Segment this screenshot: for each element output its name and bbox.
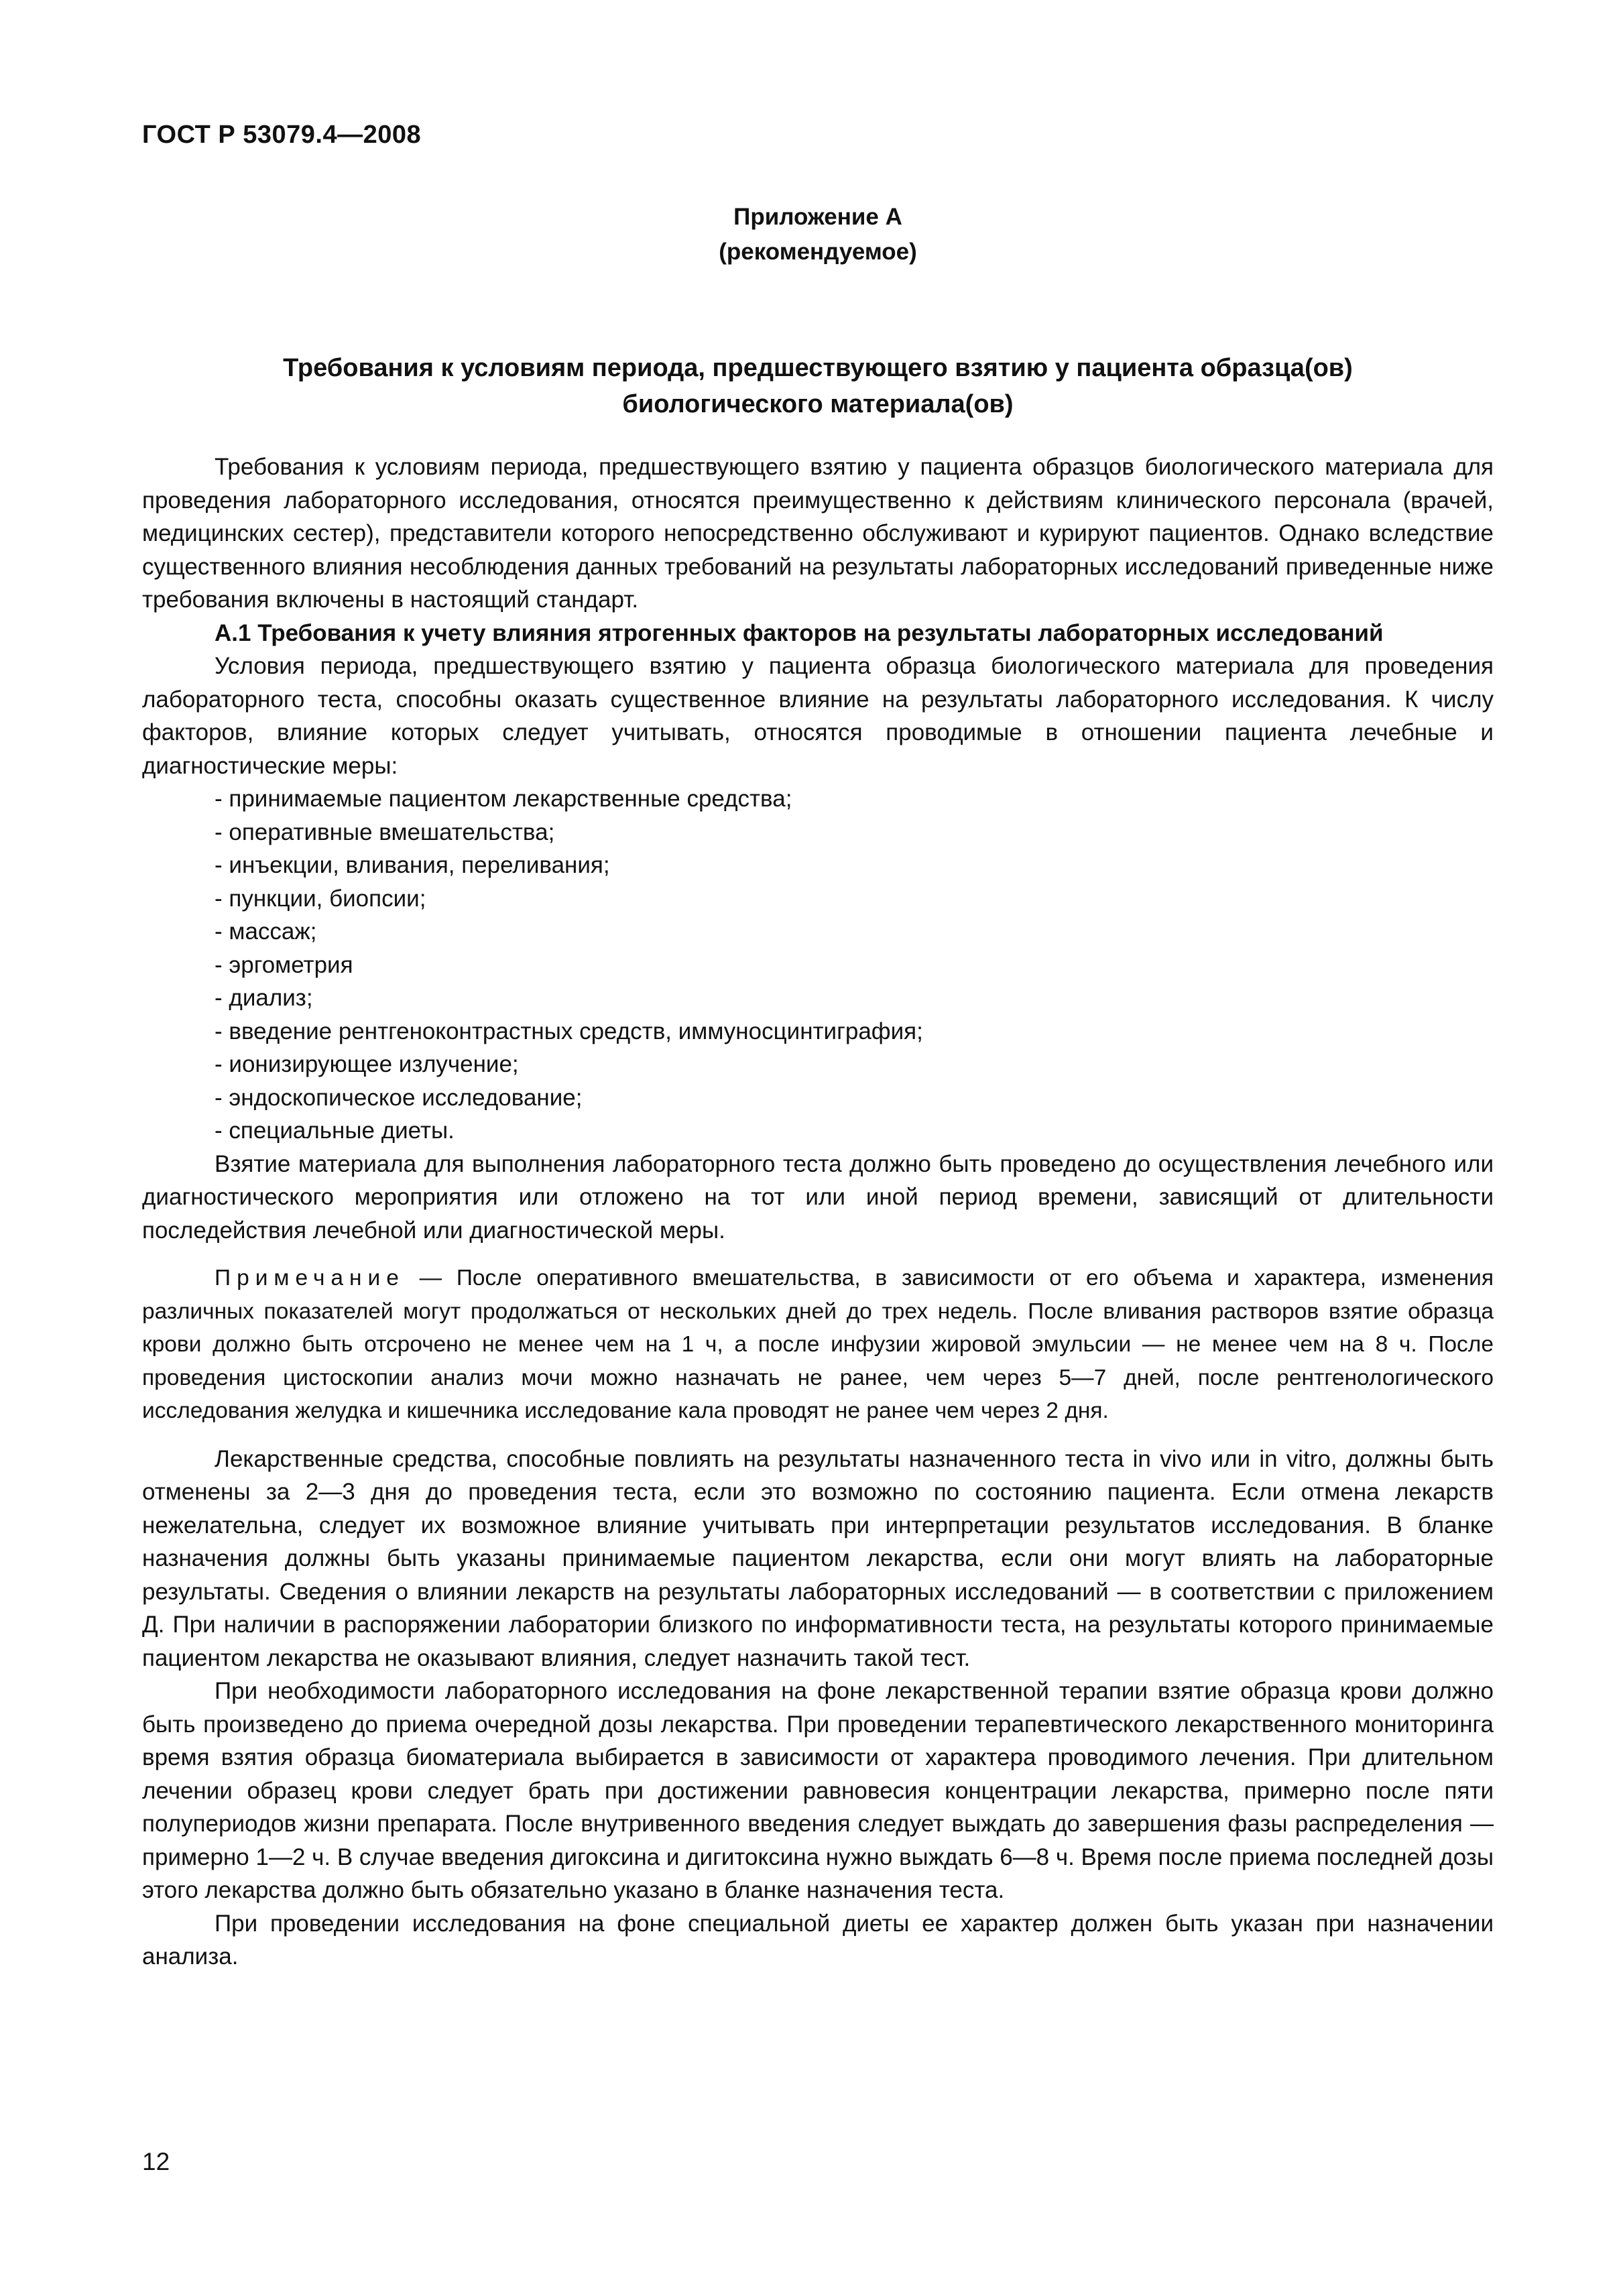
title-line-1: Требования к условиям периода, предшествующего взятию у пациента образца(ов) bbox=[283, 354, 1353, 382]
list-item: - диализ; bbox=[215, 981, 1494, 1015]
note-text: — После оперативного вмешательства, в зависимости от его объема и характера, изменения различных показателей могут продолжаться от нескольких дней до трех недель. После вливания растворов взятие образца крови должно быть отсрочено не менее чем на 1 ч, а после инфузии жировой эмульсии — не менее чем на 8 ч. После проведения цистоскопии анализ мочи можно назначать не ранее, чем через 5—7 дней, после рентгенологического исследования желудка и кишечника исследование кала проводят не ранее чем через 2 дня. bbox=[142, 1266, 1494, 1423]
list-item: - пункции, биопсии; bbox=[215, 882, 1494, 916]
note-label: Примечание bbox=[215, 1266, 405, 1290]
list-item: - специальные диеты. bbox=[215, 1114, 1494, 1148]
list-item: - эндоскопическое исследование; bbox=[215, 1081, 1494, 1115]
section-heading: А.1 Требования к учету влияния ятрогенных факторов на результаты лабораторных исследований bbox=[215, 619, 1384, 646]
list-item: - эргометрия bbox=[215, 949, 1494, 982]
list-item: - массаж; bbox=[215, 915, 1494, 949]
list-item: - оперативные вмешательства; bbox=[215, 816, 1494, 849]
sampling-paragraph: Взятие материала для выполнения лабораторного теста должно быть проведено до осуществления лечебного или диагностического мероприятия или отложено на тот или иной период времени, зависящий от длительности последействия лечебной или диагностической меры. bbox=[142, 1150, 1494, 1244]
page-number: 12 bbox=[142, 2148, 170, 2175]
title-line-2: биологического материала(ов) bbox=[622, 390, 1014, 418]
document-body bbox=[142, 450, 1494, 1974]
intro-paragraph: Требования к условиям периода, предшествующего взятию у пациента образцов биологического материала для проведения лабораторного исследования, относятся преимущественно к действиям клинического персонала (врачей, медицинских сестер), представители которого непосредственно обслуживают и курируют пациентов. Однако вследствие существенного влияния несоблюдения данных требований на результаты лабораторных исследований приведенные ниже требования включены в настоящий стандарт. bbox=[142, 454, 1494, 613]
appendix-main-title bbox=[142, 350, 1494, 422]
appendix-type: (рекомендуемое) bbox=[719, 239, 917, 265]
list-item: - введение рентгеноконтрастных средств, иммуносцинтиграфия; bbox=[215, 1015, 1494, 1048]
drugs-paragraph: Лекарственные средства, способные повлиять на результаты назначенного теста in vivo или in vitro, должны быть отменены за 2—3 дня до проведения теста, если это возможно по состоянию пациента. Если отмена лекарств нежелательна, следует их возможное влияние учитывать при интерпретации результатов исследования. В бланке назначения должны быть указаны принимаемые пациентом лекарства, если они могут влиять на лабораторные результаты. Сведения о влиянии лекарств на результаты лабораторных исследований — в соответствии с приложением Д. При наличии в распоряжении лаборатории близкого по информативности теста, на результаты которого принимаемые пациентом лекарства не оказывают влияния, следует назначить такой тест. bbox=[142, 1445, 1494, 1671]
diet-paragraph: При проведении исследования на фоне специальной диеты ее характер должен быть указан при назначении анализа. bbox=[142, 1910, 1494, 1970]
list-item: - инъекции, вливания, переливания; bbox=[215, 849, 1494, 882]
section-paragraph: Условия периода, предшествующего взятию у пациента образца биологического материала для проведения лабораторного теста, способны оказать существенное влияние на результаты лабораторного исследования. К числу факторов, влияние которых следует учитывать, относятся проводимые в отношении пациента лечебные и диагностические меры: bbox=[142, 653, 1494, 779]
therapy-paragraph: При необходимости лабораторного исследования на фоне лекарственной терапии взятие образца крови должно быть произведено до приема очередной дозы лекарства. При проведении терапевтического лекарственного мониторинга время взятия образца биоматериала выбирается в зависимости от характера проводимого лечения. При длительном лечении образец крови следует брать при достижении равновесия концентрации лекарства, примерно после пяти полупериодов жизни препарата. После внутривенного введения следует выждать до завершения фазы распределения — примерно 1—2 ч. В случае введения дигоксина и дигитоксина нужно выждать 6—8 ч. Время после приема последней дозы этого лекарства должно быть обязательно указано в бланке назначения теста. bbox=[142, 1678, 1494, 1903]
list-item: - ионизирующее излучение; bbox=[215, 1048, 1494, 1081]
document-id-header: ГОСТ Р 53079.4—2008 bbox=[142, 121, 422, 149]
list-item: - принимаемые пациентом лекарственные средства; bbox=[215, 782, 1494, 816]
appendix-title: Приложение А bbox=[733, 204, 902, 230]
appendix-heading bbox=[142, 200, 1494, 269]
note-paragraph bbox=[142, 1262, 1494, 1428]
factors-list bbox=[142, 782, 1494, 1148]
